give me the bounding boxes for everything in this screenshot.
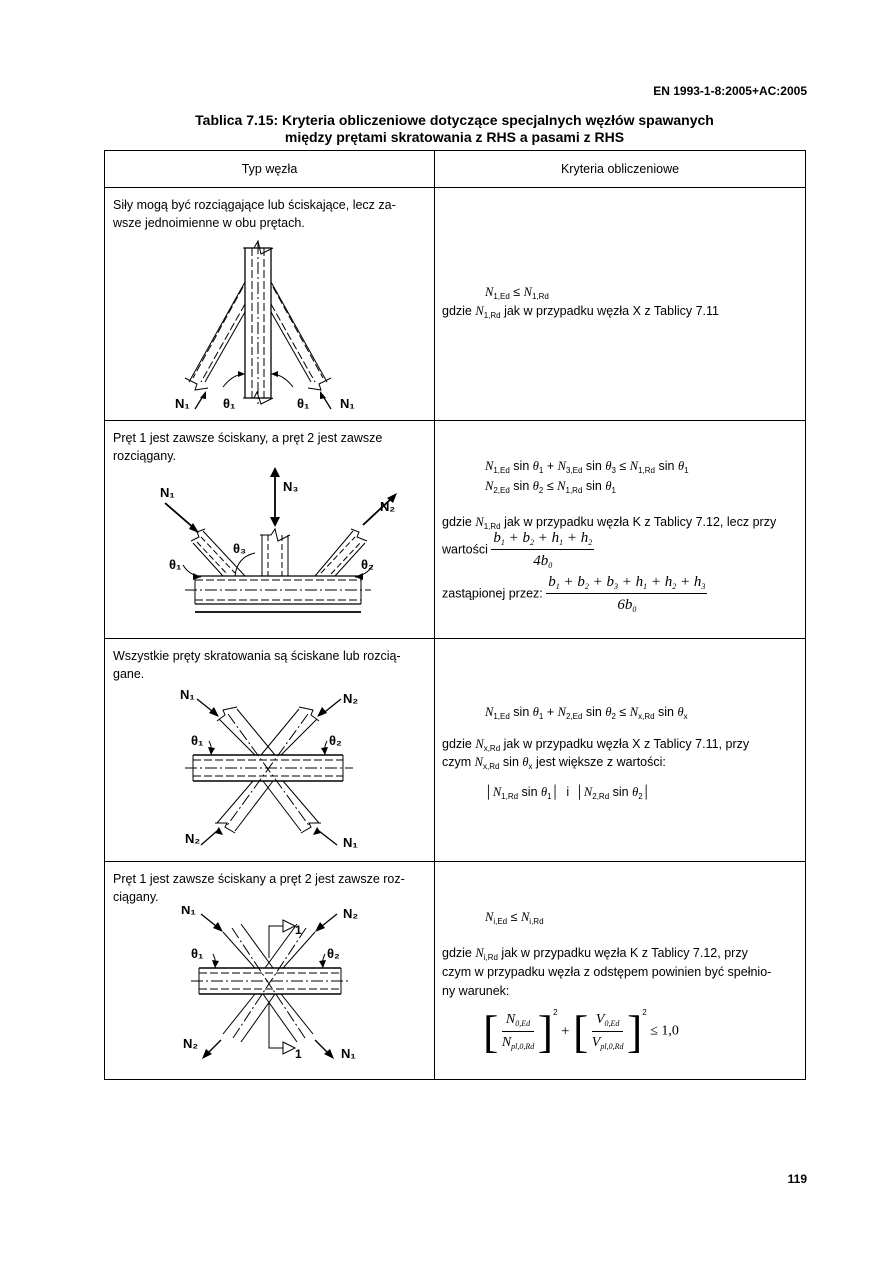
label-theta1-left: θ₁	[223, 396, 236, 411]
label-n1-bottom: N₁	[341, 1046, 356, 1061]
table-title	[104, 112, 805, 146]
joint-diagram-3	[105, 683, 433, 858]
table-row	[105, 421, 806, 639]
description-line: Wszystkie pręty skratowania są ściskane lub rozcią-	[113, 649, 401, 663]
label-n2-top: N₂	[343, 906, 359, 921]
joint-description	[105, 421, 434, 465]
label-theta1: θ₁	[191, 733, 204, 748]
label-n1: N₁	[160, 485, 175, 500]
formula-k-n2: $N_{2,Ed}$ $\sin \theta_2 \le N_{1,Rd}$ $\sin \theta_1$	[485, 479, 616, 495]
joint-type-cell	[105, 862, 435, 1080]
label-section-bottom: 1	[295, 1047, 302, 1061]
joint-type-cell	[105, 421, 435, 639]
formula-k-n1n3: $N_{1,Ed}$ $\sin \theta_1 + N_{3,Ed}$ $\sin \theta_3 \le N_{1,Rd}$ $\sin \theta_1$	[485, 459, 689, 475]
label-theta1: θ₁	[169, 557, 182, 572]
criteria-values: wartości $\frac{b_1 + b_2 + h_1 + h_2}{4b_0}$	[442, 530, 593, 570]
description-line: Pręt 1 jest zawsze ściskany, a pręt 2 jest zawsze	[113, 431, 383, 445]
description-line: Pręt 1 jest zawsze ściskany a pręt 2 jest zawsze roz-	[113, 872, 405, 886]
criteria-note: gdzie $N_{x,Rd}$ jak w przypadku węzła X z Tablicy 7.11, przy	[442, 737, 750, 753]
criteria-note-2: czym w przypadku węzła z odstępem powinien być spełnio-	[442, 965, 772, 979]
col-header-joint-type: Typ węzła	[105, 151, 435, 188]
description-line: wsze jednoimienne w obu prętach.	[113, 216, 305, 230]
label-theta2: θ₂	[329, 733, 342, 748]
label-n1-left: N₁	[175, 396, 190, 411]
description-line: rozciągany.	[113, 449, 176, 463]
label-section-top: 1	[295, 923, 302, 937]
criteria-note: gdzie $N_{1,Rd}$ jak w przypadku węzła K z Tablicy 7.12, lecz przy	[442, 515, 777, 531]
table-row	[105, 862, 806, 1080]
description-line: ciągany.	[113, 890, 159, 904]
label-n1-top: N₁	[180, 687, 195, 702]
joint-description	[105, 862, 434, 906]
label-theta1: θ₁	[191, 946, 204, 961]
criteria-cell	[435, 188, 806, 421]
table-row	[105, 188, 806, 421]
label-theta3: θ₃	[233, 541, 247, 556]
criteria-note-2: czym $N_{x,Rd}$ $\sin \theta_x$ jest większe z wartości:	[442, 755, 666, 771]
criteria-cell	[435, 421, 806, 639]
formula-n1-le-n1rd: $N_{1,Ed} \le N_{1,Rd}$	[485, 285, 549, 301]
joint-diagram-4	[105, 906, 433, 1076]
label-n1-bottom: N₁	[343, 835, 358, 850]
label-n3: N₃	[283, 479, 299, 494]
joint-diagram-2	[105, 465, 433, 635]
joint-description	[105, 639, 434, 683]
formula-interaction: [ $\frac{N_{0,Ed}}{N_{pl,0,Rd}}$ ]$^2$ + [ $\frac{V_{0,Ed}}{V_{pl,0,Rd}}$ ]$^2$ ≤ 1,0	[483, 1005, 679, 1057]
joint-type-cell	[105, 188, 435, 421]
fraction-6b0: $\frac{b_1 + b_2 + b_3 + h_1 + h_2 + h_3}{6b_0}$	[548, 574, 706, 614]
description-line: Siły mogą być rozciągające lub ściskające, lecz za-	[113, 198, 396, 212]
criteria-note: gdzie $N_{i,Rd}$ jak w przypadku węzła K z Tablicy 7.12, przy	[442, 946, 748, 962]
joint-type-cell	[105, 639, 435, 862]
label-n2: N₂	[380, 499, 396, 514]
table-row	[105, 639, 806, 862]
formula-x-n1n2: $N_{1,Ed}$ $\sin \theta_1 + N_{2,Ed}$ $\sin \theta_2 \le N_{x,Rd}$ $\sin \theta_x$	[485, 705, 688, 721]
criteria-note-3: ny warunek:	[442, 984, 510, 998]
formula-ni-le-nird: $N_{i,Ed} \le N_{i,Rd}$	[485, 910, 544, 926]
table-title-line1: Tablica 7.15: Kryteria obliczeniowe dotyczące specjalnych węzłów spawanych	[195, 112, 714, 128]
standard-code: EN 1993-1-8:2005+AC:2005	[653, 84, 807, 98]
table-title-line2: między prętami skratowania z RHS a pasami z RHS	[284, 129, 625, 145]
description-line: gane.	[113, 667, 145, 681]
criteria-cell	[435, 862, 806, 1080]
col-header-criteria: Kryteria obliczeniowe	[435, 151, 806, 188]
label-theta2: θ₂	[327, 946, 340, 961]
label-n1-top: N₁	[181, 906, 196, 917]
label-n2-top: N₂	[343, 691, 359, 706]
criteria-cell	[435, 639, 806, 862]
joint-description	[105, 188, 434, 232]
fraction-4b0: $\frac{b_1 + b_2 + h_1 + h_2}{4b_0}$	[493, 530, 593, 570]
criteria-note: gdzie $N_{1,Rd}$ jak w przypadku węzła X z Tablicy 7.11	[442, 304, 719, 320]
label-theta1-right: θ₁	[297, 396, 310, 411]
label-n1-right: N₁	[340, 396, 355, 411]
table-header-row	[105, 151, 806, 188]
criteria-replacement: zastąpionej przez: $\frac{b_1 + b_2 + b_3 + h_1 + h_2 + h_3}{6b_0}$	[442, 574, 706, 614]
label-n2-bottom: N₂	[185, 831, 201, 846]
label-n2-bottom: N₂	[183, 1036, 199, 1051]
page-number: 119	[787, 1172, 807, 1186]
criteria-table	[104, 150, 806, 1080]
formula-abs-values: $│N_{1,Rd}$ $\sin \theta_1│$ i $│N_{2,Rd}$ $\sin \theta_2│$	[485, 785, 651, 801]
joint-diagram-1	[105, 232, 433, 417]
label-theta2: θ₂	[361, 557, 374, 572]
